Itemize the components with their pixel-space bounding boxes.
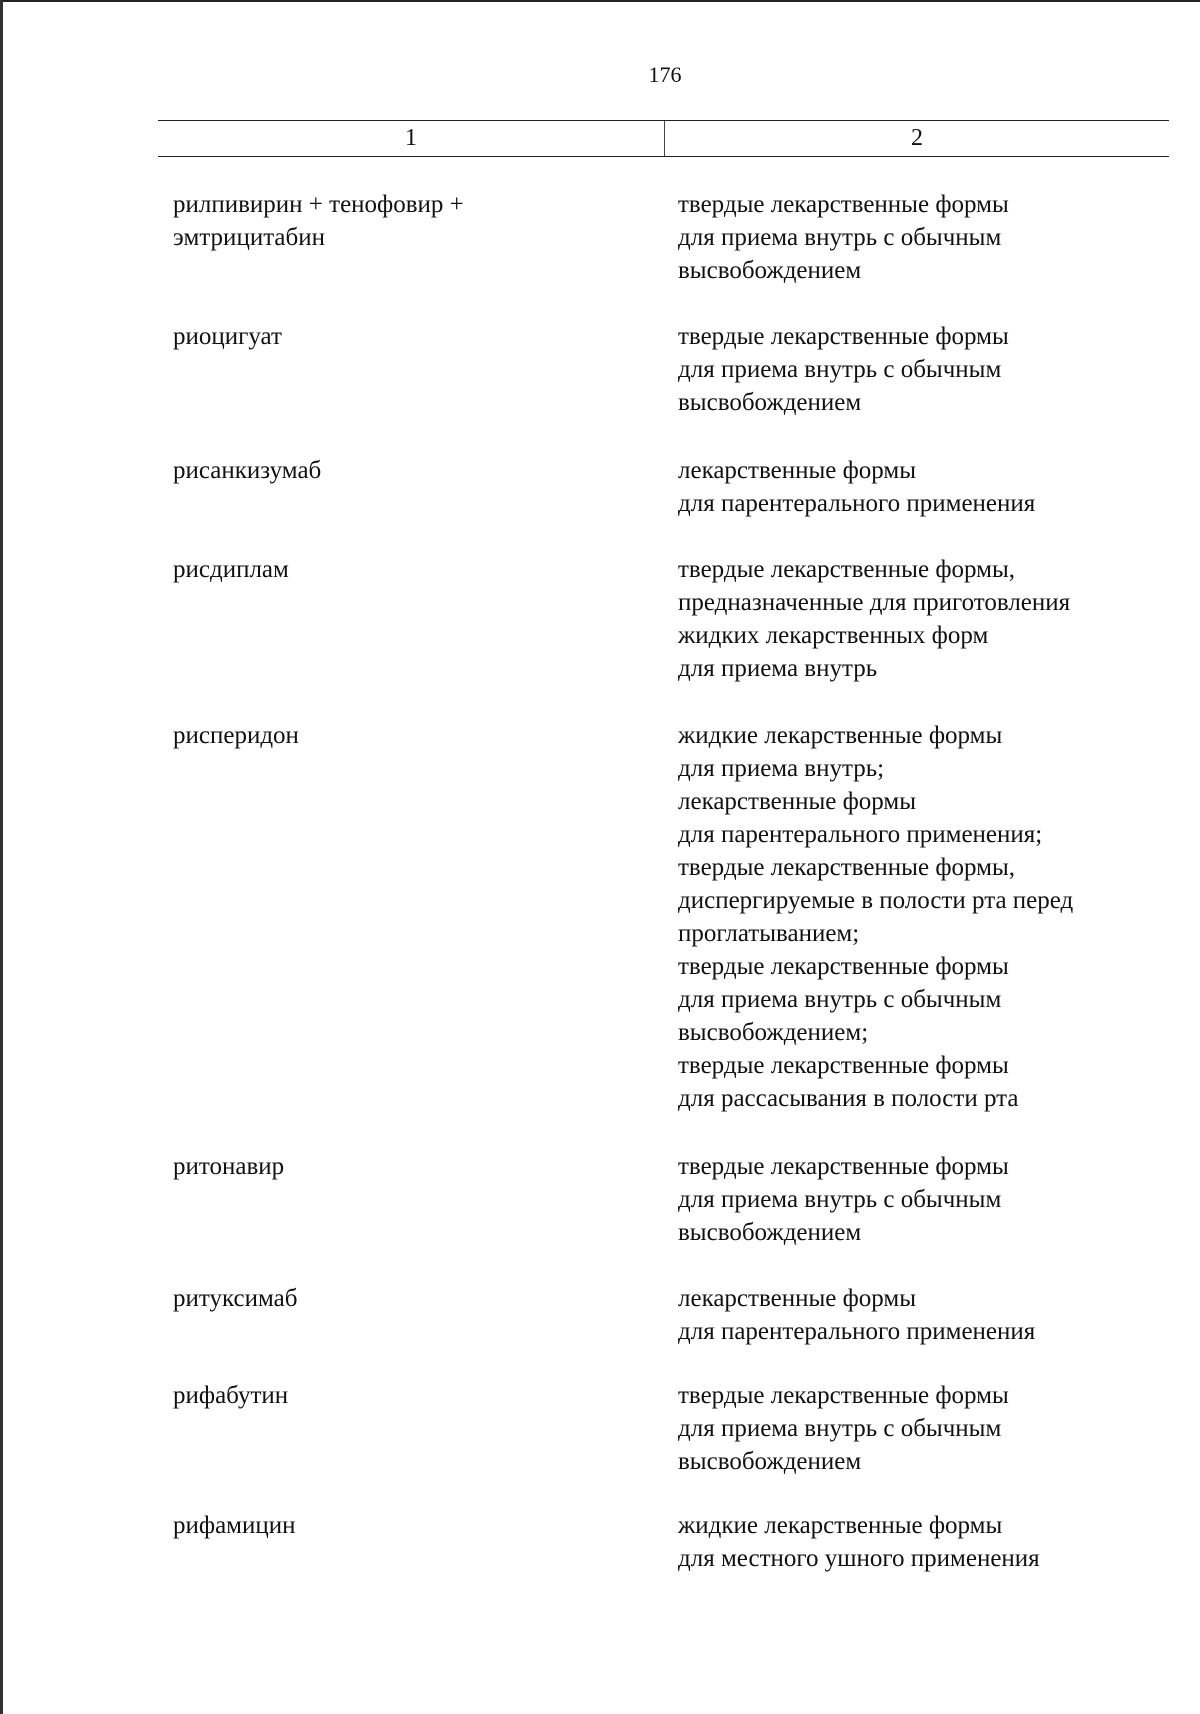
drug-name: ритонавир — [173, 1153, 285, 1180]
dosage-form: лекарственные формы для парентерального применения — [678, 1285, 1036, 1345]
drug-name: риоцигуат — [173, 323, 282, 350]
dosage-form: твердые лекарственные формы, предназначенные для приготовления жидких лекарственных форм для приема внутрь — [678, 556, 1071, 682]
dosage-form: твердые лекарственные формы для приема внутрь с обычным высвобождением — [678, 323, 1009, 416]
page-number: 176 — [648, 62, 682, 87]
drug-name: рисдиплам — [173, 556, 289, 583]
dosage-form: твердые лекарственные формы для приема внутрь с обычным высвобождением — [678, 1382, 1009, 1475]
dosage-form: жидкие лекарственные формы для приема внутрь; лекарственные формы для парентерального применения; твердые лекарственные формы, диспергируемые в полости рта перед проглатыванием; твердые лекарственные формы для приема внутрь с обычным высвобождением; твердые лекарственные формы для рассасывания в полости рта — [678, 722, 1074, 1112]
column-header-1: 1 — [158, 121, 665, 156]
drug-name: рифабутин — [173, 1382, 289, 1409]
dosage-form: твердые лекарственные формы для приема внутрь с обычным высвобождением — [678, 191, 1009, 284]
drug-name: рифамицин — [173, 1512, 296, 1539]
drug-name: рисперидон — [173, 722, 299, 749]
dosage-form: жидкие лекарственные формы для местного ушного применения — [678, 1512, 1040, 1572]
drug-name: рисанкизумаб — [173, 457, 322, 484]
dosage-form: лекарственные формы для парентерального применения — [678, 457, 1036, 517]
drug-name: ритуксимаб — [173, 1285, 298, 1312]
dosage-form: твердые лекарственные формы для приема внутрь с обычным высвобождением — [678, 1153, 1009, 1246]
drug-name: рилпивирин + тенофовир + эмтрицитабин — [173, 191, 464, 251]
column-header-2: 2 — [911, 125, 923, 151]
